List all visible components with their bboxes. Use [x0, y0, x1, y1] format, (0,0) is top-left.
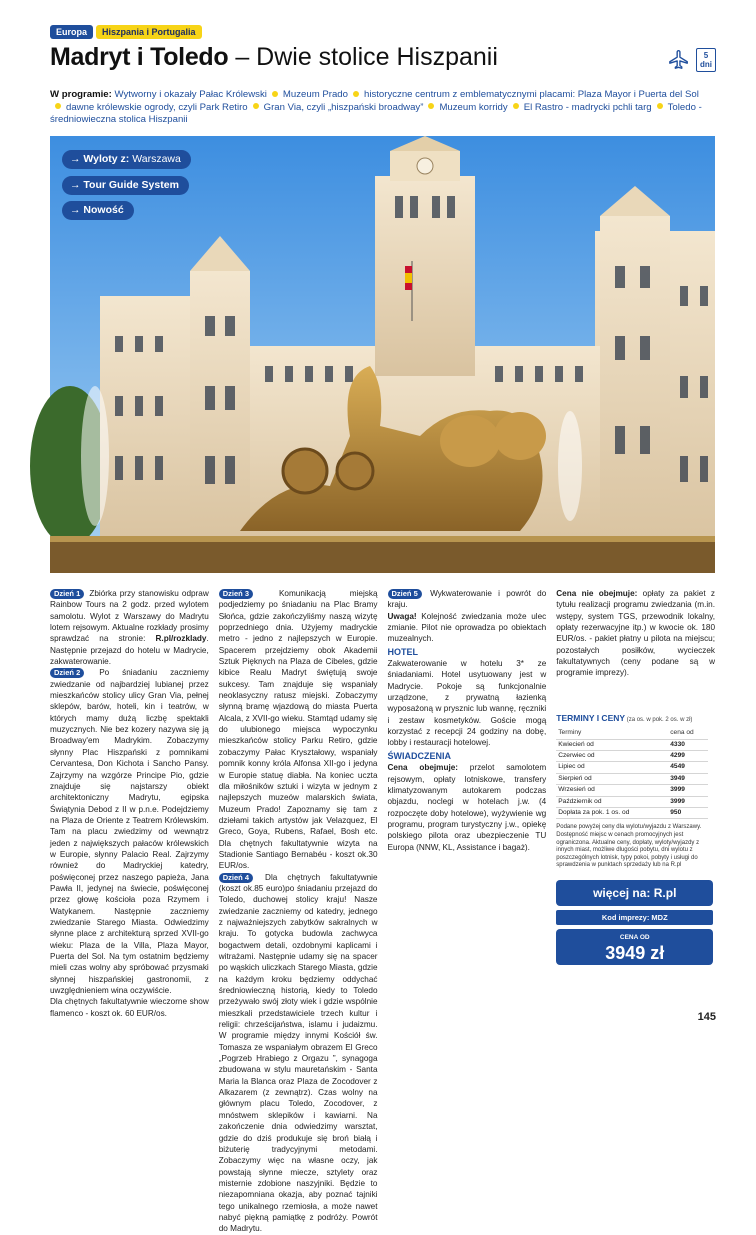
price-excludes-label: Cena nie obejmuje: [556, 589, 638, 598]
warning-label: Uwaga! [387, 611, 417, 621]
cibeles-palace-illustration [50, 136, 715, 573]
price-cell: 3999 [668, 796, 708, 807]
bullet-dot-icon [428, 103, 434, 109]
bullet-dot-icon [657, 103, 663, 109]
day-badge: Dzień 5 [388, 589, 422, 599]
day-badge: Dzień 3 [219, 589, 253, 599]
day-badge: Dzień 4 [219, 873, 253, 883]
days-label: dni [700, 60, 712, 69]
hero-image [50, 136, 715, 573]
program-item: Muzeum korridy [439, 101, 508, 113]
price-cell: 4299 [668, 750, 708, 761]
term-cell: Sierpień od [556, 773, 668, 784]
table-row [556, 762, 708, 773]
terms-and-prices [556, 713, 715, 870]
day1-text: Zbiórka przy stanowisku odpraw Rainbow Tours na 2 godz. przed wylotem samolotu. Wylot z Warszawy do Madrytu lotem rejsowym. Aktualne rozkłady prosimy sprawdzać na stronie: [50, 589, 209, 644]
bullet-dot-icon [272, 91, 278, 97]
single-room-price: 950 [668, 807, 708, 818]
price-includes-text: przelot samolotem rejsowym, opłaty lotniskowe, transfery klimatyzowanym autokarem podczas objazdu, noclegi w hotelach j.w. (4 rozpoczęte doby hotelowe), wyżywienie wg programu, program turystyczny j.w., opiekę polskiego pilota oraz ubezpieczenie TU Europa (NNW, KL, Assistance i bagaż). [387, 763, 547, 852]
schedule-link[interactable]: R.pl/rozklady [155, 634, 207, 644]
table-header: cena od [668, 728, 708, 739]
term-cell: Lipiec od [556, 762, 668, 773]
program-highlights [50, 89, 710, 127]
terms-title-text: TERMINY I CENY [556, 712, 626, 723]
plane-icon [668, 49, 690, 71]
title-subtitle: – Dwie stolice Hiszpanii [228, 43, 498, 71]
prices-table [556, 728, 708, 819]
term-cell: Październik od [556, 796, 668, 807]
page-number: 145 [697, 1011, 716, 1023]
program-label: W programie: [50, 89, 112, 100]
tag-region[interactable]: Europa [50, 25, 93, 39]
trip-icons [668, 48, 716, 72]
price-box [556, 929, 713, 965]
day5-text: Wykwaterowanie i powrót do kraju. [387, 589, 547, 610]
column-2 [219, 588, 378, 1235]
table-header-row [556, 728, 708, 739]
tour-guide-pill[interactable]: → Tour Guide System [62, 176, 189, 195]
day-badge: Dzień 2 [50, 668, 84, 678]
calendar-days-icon [696, 48, 716, 72]
program-item: Toledo - średniowieczna stolica Hiszpanii [50, 101, 702, 125]
table-row [556, 739, 708, 750]
benefits-heading: ŚWIADCZENIA [387, 750, 451, 761]
category-tags [50, 25, 202, 39]
program-item: Muzeum Prado [282, 89, 348, 100]
price-cell: 4330 [668, 739, 708, 750]
warning-text: Kolejność zwiedzania może ulec zmianie. Pilot nie oprowadza po obiektach muzealnych. [387, 611, 547, 644]
departures-value: Warszawa [129, 153, 181, 165]
day3-text: Komunikacją miejską podjedziemy po śniadaniu na Plac Bramy Słońca, gdzie zakończyliśmy naszą wizytę poprzedniego dnia. Użyjemy madryckie metro - jedno z najlepszych w Europie. Spacerem przejdziemy obok Akademii Sztuk Pięknych na Plaza de Cibeles, gdzie kibice Realu Madryt świętują swoje sukcesy. Tam znajduje się wspaniały neoklasyczny ratusz miejski. Zobaczymy słynną bramę wjazdową do miasta Puerta Alcala, z XVII-go wieku. Stamtąd udamy się do ulubionego miejsca wypoczynku mieszkańców stolicy Parku Retiro, gdzie zobaczymy Pałac Kryształowy, wspaniały pomnik konny króla Alfonsa XII-go i jedyna w Europie statuę diabła. Na koniec uczta dla miłośników sztuki i wizyta w jednym z najlepszych muzeów malarskich świata, Muzeum Prado! Zapoznamy się tam z dziełami takich artystów jak Velazquez, El Greco, Goya, Rubens, Rafael, Bosh etc. Dla chętnych fakultatywnie wizyta na Stadionie Santiago Bernabéu - koszt ok.30 EUR/os. [218, 589, 378, 871]
day2-optional: Dla chętnych fakultatywnie wieczorne show flamenco - koszt ok. 60 EUR/os. [50, 997, 209, 1018]
day2-text: Po śniadaniu zaczniemy zwiedzanie od najbardziej lubianej przez mieszkańców stolicy ulicy Gran Via, pełnej sklepów, barów, hoteli, kin i teatrów, w których mamy dużą liczbę spektakli muzycznych. Nie bez kozery nazywa się ją Broadway'em Madrykim. Zobaczymy słynny Plac Hiszpański z pomnikami Cervantesa, Don Kichota i Sancho Pansy. Zajrzymy na wzgórze Principe Pio, gdzie znajduje się najstarszy obiekt architektoniczny Madrytu, egipska Świątynia Debod z II w p.n.e. Podejdziemy na Plaza de Oriente z Teatrem Królewskim. Tam na placu zwiedzimy od wewnątrz jeden z największych pałaców królewskich w Europie, słynny Palacio Real. Zajrzymy również do Madryckiej katedry, poświęconej przez naszego papieża, Jana Pawła II, jedynej na świecie, poświęconej przez głowę kościoła poza Rzymem i Watykanem. Następnie zaczniemy zwiedzanie Starego Miasta. Odwiedzimy słynne place z architekturą sprzed XVII-go wieku: Plaza de la Villa, Plaza Mayor, Puerta del Sol. Na tym ostatnim będziemy mieli czas wolny aby spróbować przysmaki słynnej hiszpańskiej gastronomii, z uwzględnieniem wina oczywiście. [50, 668, 209, 996]
program-item: historyczne centrum z emblematycznymi placami: Plaza Mayor i Puerta del Sol [363, 89, 699, 100]
bullet-dot-icon [55, 103, 61, 109]
table-row [556, 773, 708, 784]
program-item: Wytworny i okazały Pałac Królewski [114, 89, 267, 100]
trip-code: Kod imprezy: MDZ [556, 910, 713, 925]
more-info-button[interactable]: więcej na: R.pl [556, 880, 713, 906]
bullet-dot-icon [253, 103, 259, 109]
single-room-label: Dopłata za pok. 1 os. od [556, 807, 668, 818]
table-header: Terminy [556, 728, 668, 739]
day-badge: Dzień 1 [50, 589, 84, 599]
price-cell: 3999 [668, 785, 708, 796]
new-pill[interactable]: → Nowość [62, 201, 134, 220]
price-cell: 3949 [668, 773, 708, 784]
day1-text-end: . Następnie przejazd do hotelu w Madrycie, zakwaterowanie. [50, 634, 209, 667]
hotel-text: Zakwaterowanie w hotelu 3* ze śniadaniami. Hotel usytuowany jest w Madrycie. Pokoje są funkcjonalnie urządzone, z prywatną łazienką wyposażoną w prysznic lub wannę, ręczniki i zestaw kosmetyków. Goście mogą korzystać z recepcji 24 godziny na dobę, lobby i restauracji hotelowej. [387, 659, 547, 748]
price-includes-label: Cena obejmuje: [387, 763, 458, 773]
price-excludes-text: opłaty za pakiet z tytułu realizacji programu zwiedzania (m.in. wstępy, system TGS, przewodnik lokalny, opłaty rezerwacyjne itp.) w kwocie ok. 180 EUR/os. - pakiet płatny u pilota na miejscu; pozostałych posiłków, wycieczek fakultatywnych (ceny podane są w programie imprezy). [556, 589, 715, 678]
column-1 [50, 588, 209, 1235]
itinerary-columns [50, 588, 715, 1235]
departures-label: → Wyloty z: [70, 153, 130, 165]
terms-title-note: (za os. w pok. 2 os. w zł) [625, 716, 693, 723]
column-4 [556, 588, 715, 1235]
table-row [556, 785, 708, 796]
departures-pill[interactable] [62, 150, 191, 169]
column-3 [388, 588, 547, 1235]
days-number: 5 [703, 51, 709, 60]
fine-print: Podane powyżej ceny dla wylotu/wyjazdu z Warszawy. Dostępność miejsc w cenach promocyjnych jest ograniczona. Aktualne ceny, dopłaty, wyloty/wyjazdy z innych miast, możliwe dlugości pobytu, dni wylotu z poszczególnych lotnisk, typy pokoi, pobyty i usługi do sprawdzenia w punktach sprzedaży lub na R.pl [556, 824, 702, 869]
table-row [556, 796, 708, 807]
title-bold: Madryt i Toledo [50, 43, 229, 71]
price-caption: CENA OD [619, 933, 650, 941]
tag-countries[interactable]: Hiszpania i Portugalia [96, 25, 202, 39]
hotel-heading: HOTEL [387, 646, 418, 657]
term-cell: Wrzesień od [556, 785, 668, 796]
program-item: El Rastro - madrycki pchli targ [523, 101, 652, 113]
price-cell: 4549 [668, 762, 708, 773]
terms-title [556, 713, 715, 726]
bullet-dot-icon [353, 91, 359, 97]
page-title [50, 43, 498, 72]
table-row [556, 750, 708, 761]
program-item: dawne królewskie ogrody, czyli Park Retiro [66, 101, 248, 113]
table-row [556, 807, 708, 818]
program-item: Gran Via, czyli „hiszpański broadway” [263, 101, 424, 113]
day4-text: Dla chętnych fakultatywnie (koszt ok.85 euro)po śniadaniu przejazd do Toledo, duchowej stolicy kraju! Nasze zwiedzanie zaczniemy od katedry, jednego z najważniejszych zabytków sakralnych w kraju. To gotycka budowla zachwyca bogactwem detali, ozdobnymi kaplicami i witrażami. Następnie udamy się na spacer po wąskich uliczkach Starego Miasta, gdzie na każdym kroku będziemy oddychać średniowieczną historią, kiedy to Toledo przeżywało swój złoty wiek i gdzie wspólnie mieszkali przedstawiciele trzech kultur i religii: chrześcijaństwa, islamu i judaizmu. W programie między innymi Kościół św. Tomasza ze wspaniałym obrazem El Greco „Pogrzeb Hrabiego z Orgazu ”, synagoga zbudowana w stylu mauretańskim - Santa Maria la Blanca oraz Plaza de Zocodover z Alkazarem (z zewnątrz). Czas wolny na głównym placu Toledo, Zocodover, z mnóstwem sklepików i kawiarni. Na zakończenie dnia odwiedzimy warsztat, gdzie do dziś produkuje się broń białą i biżuterię tradycyjnymi metodami. Zobaczymy więc na własne oczy, jak powstają słynne miecze, sztylety oraz misternie zdobione naszyjniki. Będzie to niezapomniana okazja, aby poznać tajniki tego unikalnego rzemiosła, a może nawet nabyć piękną pamiątkę z podróży. Powrót do Madrytu. [218, 872, 378, 1234]
price-value: 3949 zł [605, 943, 665, 964]
term-cell: Czerwiec od [556, 750, 668, 761]
term-cell: Kwiecień od [556, 739, 668, 750]
bullet-dot-icon [513, 103, 519, 109]
